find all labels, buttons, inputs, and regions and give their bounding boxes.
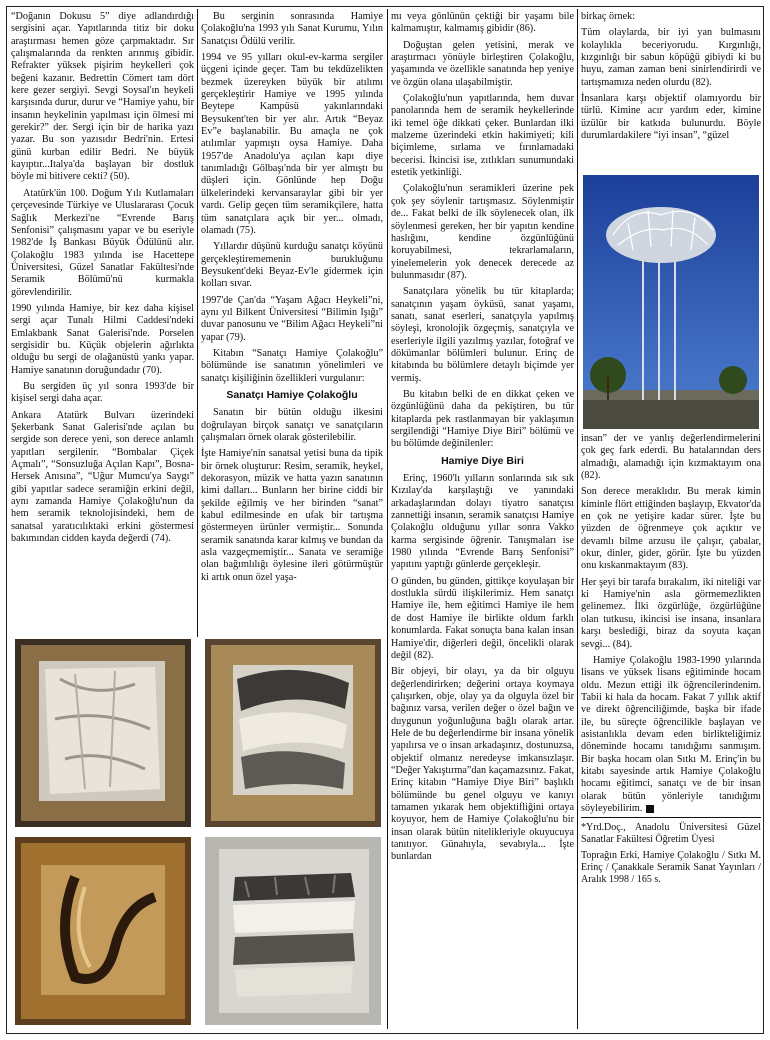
book-reference: Toprağın Erki, Hamiye Çolakoğlu / Sıtkı M. Erinç / Çanakkale Seramik Sanat Yayınları / Aralık 1998 / 165 s. bbox=[581, 850, 761, 886]
paragraph: İşte Hamiye'nin sanatsal yetisi buna da tipik bir örnek oluşturur: Resim, seramik, heykel, dekorasyon, müzik ve hatta yazın sanatının kimi dalları... Bunların her birine ciddi bir şekilde eğilmiş ve her birinden “sanat” kabul edilmesinde en ufak bir tartışma göstermeyen ürünler vermiştir... Sonunda seramik sanatında karar kılmış ve bundan da asla vazgeçmemiştir... Sanata ve seramiğe olan bağımlılığı öylesine ileri götürmüştür ki artık onun özel yaşa- bbox=[201, 448, 383, 583]
paragraph: 1997'de Çan'da “Yaşam Ağacı Heykeli”ni, aynı yıl Bilkent Üniversitesi “Bilimin Işığı” duvar panosunu ve “Bilim Ağacı Heykeli”ni yapar (79). bbox=[201, 294, 383, 343]
tree-sculpture-photo bbox=[583, 175, 759, 429]
paragraph: O günden, bu günden, gittikçe koyulaşan bir dostlukla sürdü ilişkilerimiz. Hem sanatçı Hamiye ile, hem eğitimci Hamiye ile hem de dost Hamiye ile birlikte oldum farklı konumlarda. Fakat sonuçta bana kalan insan Hamiye'dir, diğerleri değil, öncelikli olarak değil (82). bbox=[391, 575, 574, 661]
paragraph: 1990 yılında Hamiye, bir kez daha kişisel sergi açar Tunalı Hilmi Caddesi'ndeki Emlakbank Sanat Galerisi'nde. Porselen sergisidir bu. Küçük objelerin ağırlıkta olduğu bu sergi de olağanüstü yankı yapar. Hamiye sanatının doruğundadır (70). bbox=[11, 302, 194, 376]
end-of-article-mark bbox=[646, 805, 654, 813]
paragraph bbox=[581, 655, 761, 815]
paragraph: 1994 ve 95 yılları okul-ev-karma sergiler üçgeni içinde geçer. Tam bu tekdüzelikten bezmek üzereyken büyük bir atılımı gerçekleştirir Hamiye ve 1995 yılında Beytepe Kampüsü yakınlarındaki Beysukent'ten bir yer alır. Artık “Beyaz Ev”e başlanabilir. Bu amaçla ne çok atılımlar yapmıştı oysa Hamiye. Daha 1957'de Anadolu'ya açılan kapı diye tanımladığı Gölbaşı'nda bir yer almıştı bu düşleri için. Gönlünde hep Doğu ülkelerindeki kervansaraylar gibi bir yer vardı. Gelip geçen tüm seramikçilere, hatta tüm sanatçılara açık bir yer... olmadı, olamadı (75). bbox=[201, 52, 383, 236]
paragraph: mı veya gönlünün çektiği bir yaşamı bile kalmamıştır, kalmamış gibidir (86). bbox=[391, 11, 574, 35]
paragraph: Yıllardır düşünü kurduğu sanatçı köyünü gerçekleştirememenin burukluğunu Beysukent'deki Beyaz-Ev'le gidermek için kolları sıvar. bbox=[201, 241, 383, 290]
section-subheading: Sanatçı Hamiye Çolakoğlu bbox=[226, 388, 358, 401]
paragraph: Sanatçılara yönelik bu tür kitaplarda; sanatçının yaşam öyküsü, sanat yaşamı, sanatı, sanat eserleri, sanatçıyla yapılmış söyleşi, kronolojik özgeçmiş, sanatçıyla ve eserleriyle ilgili yazılmış yazılar, fotoğraf ve dökümanlar bölümleri bulunur. Erinç de kitabında bu bölümlere detaylı biçimde yer vermiş. bbox=[391, 286, 574, 384]
paragraph: İnsanlara karşı objektif olamıyordu bir türlü. Kimine acır yardım eder, kimine üzülür bir katkıda bulunurdu. Böyle durumlardakilere “iyi insan”, “güzel bbox=[581, 93, 761, 142]
paragraph-text: Hamiye Çolakoğlu 1983-1990 yılarında lisans ve yüksek lisans eğitiminde hocam oldu. Mezun ettiği ilk öğrencilerindenim. Tabii ki hala da hocam. Fakat 7 yıllık aktif ve direkt öğrenciliğimde, başka bir ifade ile, bu süreçte öğrencilikle başlayan ve asistanlıkla devam eden birlikteliğimiz döneminde hocamı tanıdığımı sanmışım. Bir başka hocam olan Sıtkı M. Erinç'in bu kitabı sayesinde artık Hamiye Çolakoğlu hocamı eğitimci, sanatçı ve de bir insan olarak bütün yönleriyle tanıdığımı söyleyebilirim. bbox=[581, 654, 761, 814]
ceramic-relief-photo-2 bbox=[205, 639, 381, 827]
paragraph: Erinç, 1960'lı yılların sonlarında sık sık Kızılay'da karşılaştığı ve yanındaki arkadaşlarından dolayı tiyatro sanatçısı zannettiği insanın, seramik sanatçısı Hamiye Çolakoğlu olduğunu yıllar sonra Vakko karma sergisinde öğrenir. Tanışmaları ise 1980 yılında “Evrende Barış Senfonisi” yapıtını yaptığı günlerde gerçekleşir. bbox=[391, 473, 574, 571]
author-footnote: *Yrd.Doç., Anadolu Üniversitesi Güzel Sanatlar Fakültesi Öğretim Üyesi bbox=[581, 822, 761, 846]
paragraph: Çolakoğlu'nun seramikleri üzerine pek çok şey söylenir tartışmasız. Söylenmiştir de... Fakat belki de ilk söylenecek olan, ilk söylenmesi gereken, her bir yapıtın kendine haslığını, kendine özgünlüğünü koruyabilmesi, tekrarlamaların, yinelemelerin yok denecek derecede az bulunmasıdır (87). bbox=[391, 183, 574, 281]
paragraph: insan” der ve yanlış değerlendirmelerini çok geç fark ederdi. Bu hatalarından ders almadığı, alamadığı için kızmaktayım ona (82). bbox=[581, 433, 761, 482]
column-3 bbox=[391, 11, 574, 1027]
column-rule bbox=[577, 9, 578, 1029]
paragraph: Tüm olaylarda, bir iyi yan bulmasını kolaylıkla beceriyorudu. Kırgınlığı, kızgınlığı bir sabun köpüğü gibiydi ki bu huyu, zaman zaman beni sinirlendirirdi ve tartışmamıza neden olurdu (82). bbox=[581, 27, 761, 88]
paragraph: Bu sergiden üç yıl sonra 1993'de bir kişisel sergi daha açar. bbox=[11, 380, 194, 405]
paragraph: Sanatın bir bütün olduğu ilkesini doğrulayan birçok sanatçı ve sanatçıların çalışmaları örnek olarak gösterilebilir. bbox=[201, 407, 383, 443]
column-2 bbox=[201, 11, 383, 637]
column-4-bottom bbox=[581, 433, 761, 1029]
ceramic-relief-photo-4 bbox=[205, 837, 381, 1025]
paragraph: Çolakoğlu'nun yapıtlarında, hem duvar panolarında hem de seramik heykellerinde iki temel öğe dikkati çeker. Bunlardan ilki malzeme üzerindeki etkin hakimiyeti; kili biçimleme, sırlama ve fırınlamadaki becerisi. İkincisi ise, zıtlıkları sunumundaki estetik yetkinliği. bbox=[391, 93, 574, 179]
paragraph: Doğuştan gelen yetisini, merak ve araştırmacı yönüyle birleştiren Çolakoğlu, yaşamında ve özellikle sanatında hep yeniye ve özgün olana ulaşabilmiştir. bbox=[391, 39, 574, 88]
section-subheading: Hamiye Diye Biri bbox=[441, 454, 524, 467]
footnote-rule bbox=[581, 817, 761, 818]
paragraph: “Doğanın Dokusu 5” diye adlandırdığı sergisini açar. Yapıtlarında titiz bir doku araştırması hemen göze çarpmaktadır. Sır çalışmalarında da renkten arınmış gibidir. Refrakter yüksek pişirim heykelleri çok beğeni kazanır. Bedrettin Cömert tam dört kere gezer sergiyi. Sevgi Soysal'ın heykeli karşısında durur, durur ve “Hamiye yahu, bir insanın heykelinin yapılması için ölmesi mi gerekir?” der. Sergi için bir de harika yazı yazar. Bu son yazısıdır Bedri'nin. Ertesi günü kurban edilir Bedri. Ne büyük kayıptır...Italya'da başlayan bir dostluk böyle mi bitivere cekti? (50). bbox=[11, 11, 194, 183]
ceramic-relief-photo-3 bbox=[15, 837, 191, 1025]
paragraph: Atatürk'ün 100. Doğum Yılı Kutlamaları çerçevesinde Türkiye ve Uluslararası Çocuk Sağlık Merkezi'ne “Evrende Barış Senfonisi” çalışmasını yapar ve bu eseriyle 1982'de İş Bankası Büyük Ödülünü alır. Çolakoğlu 1983 yılında ise Hacettepe Üniversitesi, Güzel Sanatlar Fakültesi'nde Seramik Bölümü'nü kurmakla görevlendirilir. bbox=[11, 187, 194, 298]
paragraph: Bu serginin sonrasında Hamiye Çolakoğlu'na 1993 yılı Sanat Kurumu, Yılın Sanatçısı Ödülü verilir. bbox=[201, 11, 383, 47]
ceramic-relief-photo-1 bbox=[15, 639, 191, 827]
column-1 bbox=[11, 11, 194, 637]
column-4-top bbox=[581, 11, 761, 177]
paragraph: Kitabın “Sanatçı Hamiye Çolakoğlu” bölümünde ise sanatının yönelimleri ve sanatçı kişiliğinin özellikleri vurgulanır: bbox=[201, 347, 383, 384]
page-frame bbox=[6, 6, 764, 1034]
column-rule bbox=[387, 9, 388, 1029]
paragraph: Bu kitabın belki de en dikkat çeken ve özgünlüğünü daha da pekiştiren, bu tür kitaplarda pek rastlanmayan bir yaklaşımın sergilendiği “Hamiye Diye Biri” bölümü ve bu bölümde değinilenler: bbox=[391, 388, 574, 450]
paragraph: Ankara Atatürk Bulvarı üzerindeki Şekerbank Sanat Galerisi'nde açılan bu sergide son derece yeni, son derece anlamlı yapıtları sergilenir. “Bombalar Çiçek Açmalı”, “Sonsuzluğa Açılan Kapı”, Bosna-Hersek Anısına”, “Uğur Mumcu'ya Saygı” gibi yapıtlar sadece seramiğin erkini değil, aynı zamanda Hamiye Çolakoğlu'nun da hem seramik teknolojisindeki, hem de sanatsal yaratıcılıktaki erkini göstermesi bakımından cidden kayda değerdi (74). bbox=[11, 409, 194, 545]
paragraph: Son derece meraklıdır. Bu merak kimin kiminle flört ettiğinden başlayıp, Ekvator'da en çok ne yetişire kadar sürer. İşte bu yüzden de öğrenmeye çok açıktır ve devamlı bilme arzusu ile çalışır, çabalar, okur, dinler, gider, görür. İşte bu yüzden onu kıskanmaktayım (83). bbox=[581, 486, 761, 572]
paragraph: Bir objeyi, bir olayı, ya da bir olguyu değerlendirirken; değerini ortaya koymaya çalışırken, obje, olay ya da olguyla özel bir bağınız varsa, verilen değer o özel bağın ve duygunun yoğunluğuna bağlı olarak artar. Hele de bu değerlendirme bir insana yönelik yapılırsa ve o insan arkadaşınız, dostunuzsa, objektif olmanız neredeyse imkansızlaşır. “Değer Yakıştırma”dan kaçamazsınız. Fakat, Erinç kitabın “Hamiye Diye Biri” başlıklı bölümünde bu genel olguyu ve kanıyı tamamen yıkarak hem objektifliğini ortaya koyuyor, hem de Hamiye Çolakoğlu'nu bir insan olarak bütün nitelikleriyle okuyucuya tanıtıyor. Günahıyla, sevabıyla... İşte bunlardan bbox=[391, 666, 574, 863]
column-rule bbox=[197, 9, 198, 637]
paragraph: birkaç örnek: bbox=[581, 11, 636, 22]
paragraph: Her şeyi bir tarafa bırakalım, iki niteliği var ki Hamiye'nin asla görmemezlikten gelinemez. İlki özgürlüğe, özgürlüğüne olan tutkusu, ikincisi ise insana, insanlara karşı beslediği, biraz da soyuta kaçan sevgi... (84). bbox=[581, 576, 761, 650]
